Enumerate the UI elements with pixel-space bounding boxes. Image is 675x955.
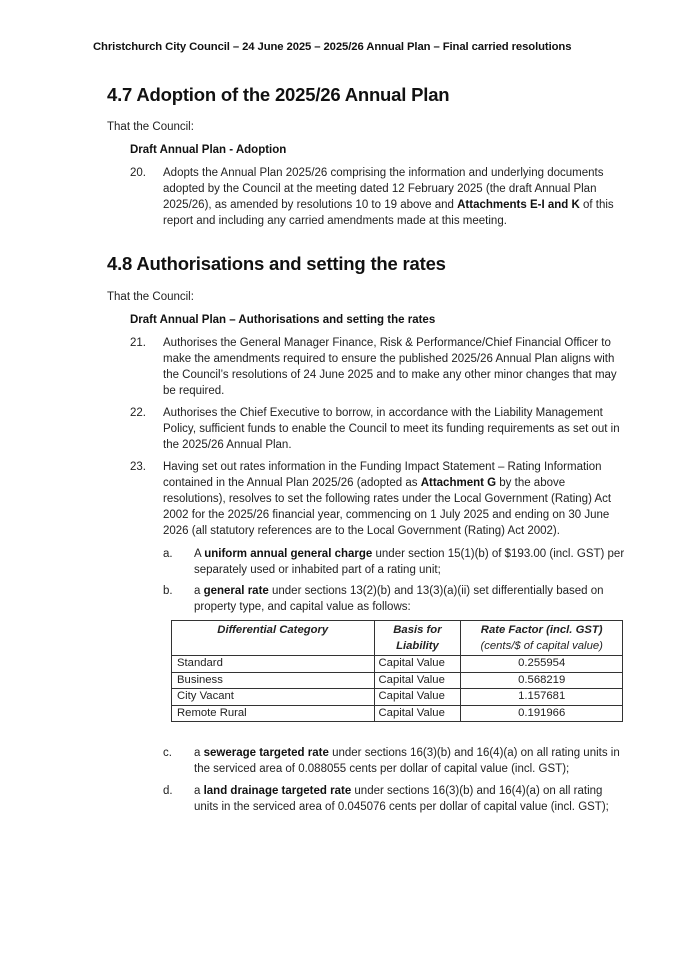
table-header-row bbox=[172, 621, 623, 656]
resolution-text bbox=[163, 165, 625, 229]
text: a bbox=[194, 785, 204, 797]
resolution-number: 22. bbox=[130, 407, 146, 419]
text: under sections 16(3)(b) and 16(4)(a) on all rating units in the serviced area of 0.045076 cents per dollar of capital value (incl. GST); bbox=[194, 785, 609, 813]
text: Having set out rates information in the Funding Impact Statement – Rating Information contained in the Annual Plan 2025/26 (adopted as bbox=[163, 461, 602, 489]
header-text: Rate Factor (incl. GST) bbox=[480, 624, 603, 636]
resolution-text: Authorises the Chief Executive to borrow, in accordance with the Liability Management Policy, sufficient funds to enable the Council to meet its funding requirements as set out in the 2025/26 Annual Plan. bbox=[163, 407, 620, 451]
header-text: Differential Category bbox=[217, 624, 329, 636]
text: a bbox=[194, 585, 204, 597]
column-header-basis bbox=[374, 621, 461, 656]
resolution-text: Authorises the General Manager Finance, Risk & Performance/Chief Financial Officer to make the amendments required to ensure the published 2025/26 Annual Plan aligns with the Council’s resolutions of 24 June 2025 and to make any other minor changes that may be required. bbox=[163, 337, 617, 397]
cell-basis: Capital Value bbox=[374, 689, 461, 706]
text: by the above resolutions), resolves to set the following rates under the Local Government (Rating) Act 2002 for the 2025/26 financial year, commencing on 1 July 2025 and ending on 30 June 2026 (all statutory references are to the Local Government (Rating) Act 2002). bbox=[163, 477, 612, 537]
text: of this report and including any carried amendments made at this meeting. bbox=[163, 199, 614, 227]
cell-basis: Capital Value bbox=[374, 705, 461, 722]
sub-item-c bbox=[163, 745, 625, 777]
table-row bbox=[172, 705, 623, 722]
cell-factor: 0.255954 bbox=[461, 656, 623, 673]
attachment-reference: Attachments E-I and K bbox=[457, 199, 580, 211]
sub-item-b bbox=[163, 583, 625, 615]
column-header-category bbox=[172, 621, 375, 656]
sub-heading: Draft Annual Plan - Adoption bbox=[130, 144, 287, 156]
section-title-4-8: 4.8 Authorisations and setting the rates bbox=[107, 253, 446, 274]
table-row bbox=[172, 689, 623, 706]
sub-item-text bbox=[194, 745, 625, 777]
sub-item-letter: d. bbox=[163, 785, 173, 797]
cell-basis: Capital Value bbox=[374, 672, 461, 689]
sub-item-a bbox=[163, 546, 625, 578]
attachment-reference: Attachment G bbox=[420, 477, 497, 489]
table-row bbox=[172, 656, 623, 673]
rate-name: uniform annual general charge bbox=[204, 548, 373, 560]
sub-item-letter: c. bbox=[163, 747, 172, 759]
cell-factor: 0.191966 bbox=[461, 705, 623, 722]
page-header: Christchurch City Council – 24 June 2025 – 2025/26 Annual Plan – Final carried resolutions bbox=[93, 41, 572, 53]
table-row bbox=[172, 672, 623, 689]
cell-factor: 1.157681 bbox=[461, 689, 623, 706]
cell-category: Remote Rural bbox=[172, 705, 375, 722]
text: under section 15(1)(b) of $193.00 (incl. GST) per separately used or inhabited part of a rating unit; bbox=[194, 548, 625, 576]
resolution-text bbox=[163, 459, 625, 539]
rate-name: land drainage targeted rate bbox=[203, 785, 352, 797]
resolution-22 bbox=[130, 405, 625, 453]
resolution-number: 21. bbox=[130, 337, 146, 349]
text: a bbox=[194, 747, 204, 759]
header-text: Basis for Liability bbox=[393, 624, 442, 652]
intro-text: That the Council: bbox=[107, 121, 194, 133]
resolution-20 bbox=[130, 165, 625, 229]
sub-heading: Draft Annual Plan – Authorisations and setting the rates bbox=[130, 314, 436, 326]
cell-category: Standard bbox=[172, 656, 375, 673]
text: under sections 16(3)(b) and 16(4)(a) on all rating units in the serviced area of 0.088055 cents per dollar of capital value (incl. GST); bbox=[194, 747, 620, 775]
rate-name: sewerage targeted rate bbox=[203, 747, 329, 759]
header-subtext: (cents/$ of capital value) bbox=[480, 639, 603, 652]
sub-item-text bbox=[194, 583, 625, 615]
column-header-factor bbox=[461, 621, 623, 656]
section-title-4-7: 4.7 Adoption of the 2025/26 Annual Plan bbox=[107, 84, 450, 105]
sub-item-letter: a. bbox=[163, 548, 173, 560]
intro-text: That the Council: bbox=[107, 291, 194, 303]
resolution-number: 20. bbox=[130, 167, 146, 179]
cell-category: City Vacant bbox=[172, 689, 375, 706]
cell-basis: Capital Value bbox=[374, 656, 461, 673]
sub-item-letter: b. bbox=[163, 585, 173, 597]
general-rate-table bbox=[171, 620, 623, 722]
text: Adopts the Annual Plan 2025/26 comprising the information and underlying documents adopted by the Council at the meeting dated 12 February 2025 (the draft Annual Plan 2025/26), as amended by resolutions 10 to 19 above and bbox=[163, 167, 604, 211]
rate-name: general rate bbox=[203, 585, 269, 597]
sub-item-d bbox=[163, 783, 625, 815]
text: A bbox=[194, 548, 205, 560]
sub-item-text bbox=[194, 783, 625, 815]
cell-factor: 0.568219 bbox=[461, 672, 623, 689]
resolution-23 bbox=[130, 459, 625, 539]
resolution-21 bbox=[130, 335, 625, 399]
resolution-number: 23. bbox=[130, 461, 146, 473]
text: under sections 13(2)(b) and 13(3)(a)(ii) set differentially based on property type, and capital value as follows: bbox=[194, 585, 604, 613]
sub-item-text bbox=[194, 546, 625, 578]
cell-category: Business bbox=[172, 672, 375, 689]
